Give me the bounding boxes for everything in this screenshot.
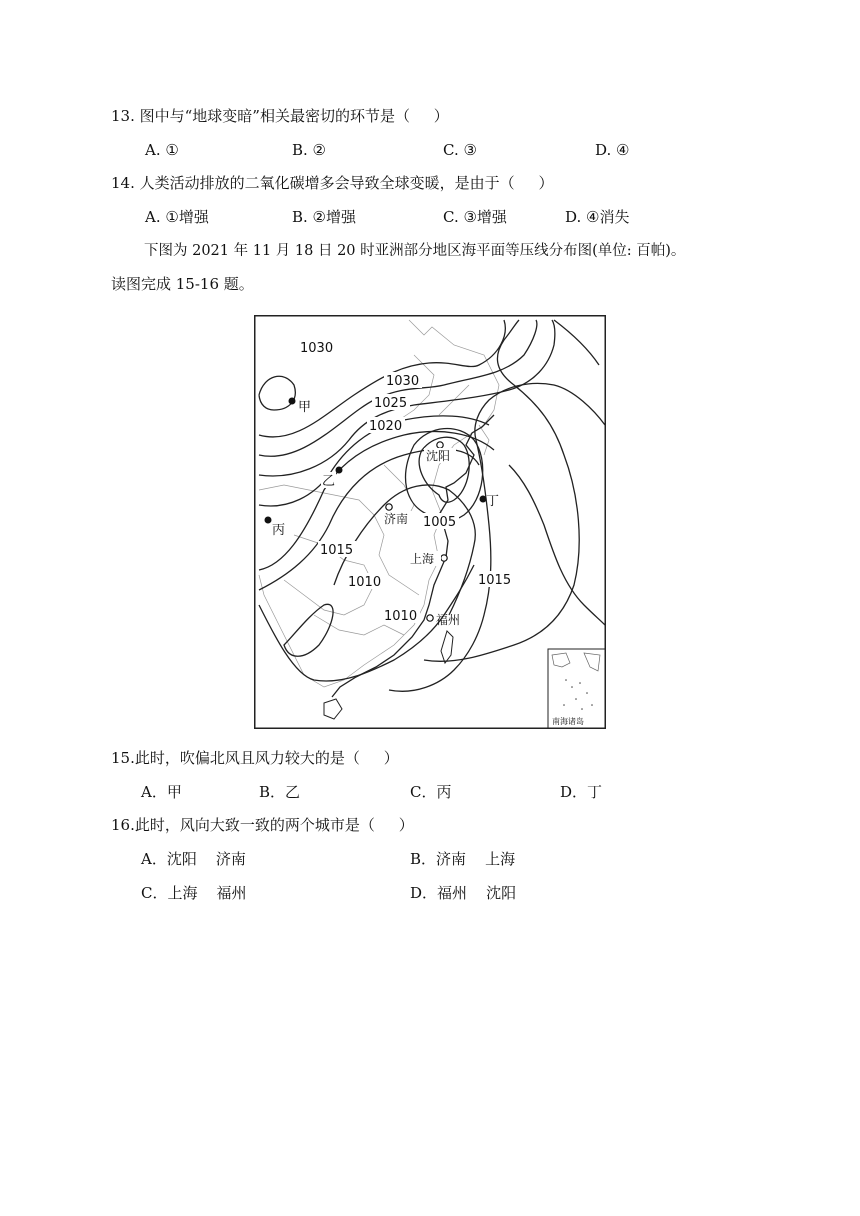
q15-option-b: B．乙 [259,783,301,801]
q13-stem: 13. 图中与“地球变暗”相关最密切的环节是（ ） [111,107,449,125]
isobar-label: 1010 [348,575,382,590]
isobar-map [254,315,606,729]
q14-option-d: D. ④消失 [565,208,630,226]
q14-option-a: A. ①增强 [145,208,209,226]
city-jinan-marker [386,504,392,510]
q15-option-d: D．丁 [560,783,603,801]
q14-stem: 14. 人类活动排放的二氧化碳增多会导致全球变暖，是由于（ ） [111,174,554,192]
city-shenyang-label: 沈阳 [426,449,451,463]
q13-option-a: A. ① [145,141,179,159]
point-yi-label: 乙 [322,474,336,489]
isobar-label: 1015 [478,573,512,588]
inset-south-china-sea [548,649,605,728]
isobar-label: 1030 [300,341,334,356]
city-shanghai-label: 上海 [410,552,435,566]
point-ding-label: 丁 [486,494,500,509]
q15-option-c: C．丙 [410,783,452,801]
q13-option-b: B. ② [292,141,327,159]
q16-option-c: C．上海 福州 [141,884,247,902]
intro-line-1: 下图为 2021 年 11 月 18 日 20 时亚洲部分地区海平面等压线分布图(单位: 百帕)。 [144,243,686,259]
point-jia-label: 甲 [298,400,312,415]
city-fuzhou-label: 福州 [436,613,461,627]
q15-option-a: A．甲 [141,783,182,801]
q15-stem: 15.此时，吹偏北风且风力较大的是（ ） [111,749,399,767]
q13-option-c: C. ③ [443,141,477,159]
isobar-label: 1030 [386,374,420,389]
city-jinan-label: 济南 [384,512,409,526]
isobar-label: 1020 [369,419,403,434]
q14-option-c: C. ③增强 [443,208,507,226]
q16-option-d: D．福州 沈阳 [410,884,517,902]
city-shenyang-marker [437,442,443,448]
q16-option-b: B．济南 上海 [410,850,516,868]
city-shanghai-marker [441,555,447,561]
point-jia-dot [289,398,296,405]
point-bing-label: 丙 [272,523,286,538]
point-yi-dot [336,467,343,474]
isobar-label: 1015 [320,543,354,558]
isobar-label: 1025 [374,396,408,411]
isobar-label: 1005 [423,515,457,530]
inset-label: 南海诸岛 [552,717,584,726]
city-fuzhou-marker [427,615,433,621]
q16-stem: 16.此时，风向大致一致的两个城市是（ ） [111,816,414,834]
q16-option-a: A．沈阳 济南 [141,850,246,868]
isobar-label: 1010 [384,609,418,624]
point-bing-dot [265,517,272,524]
intro-line-2: 读图完成 15-16 题。 [111,275,254,293]
q14-option-b: B. ②增强 [292,208,357,226]
q13-option-d: D. ④ [595,141,630,159]
